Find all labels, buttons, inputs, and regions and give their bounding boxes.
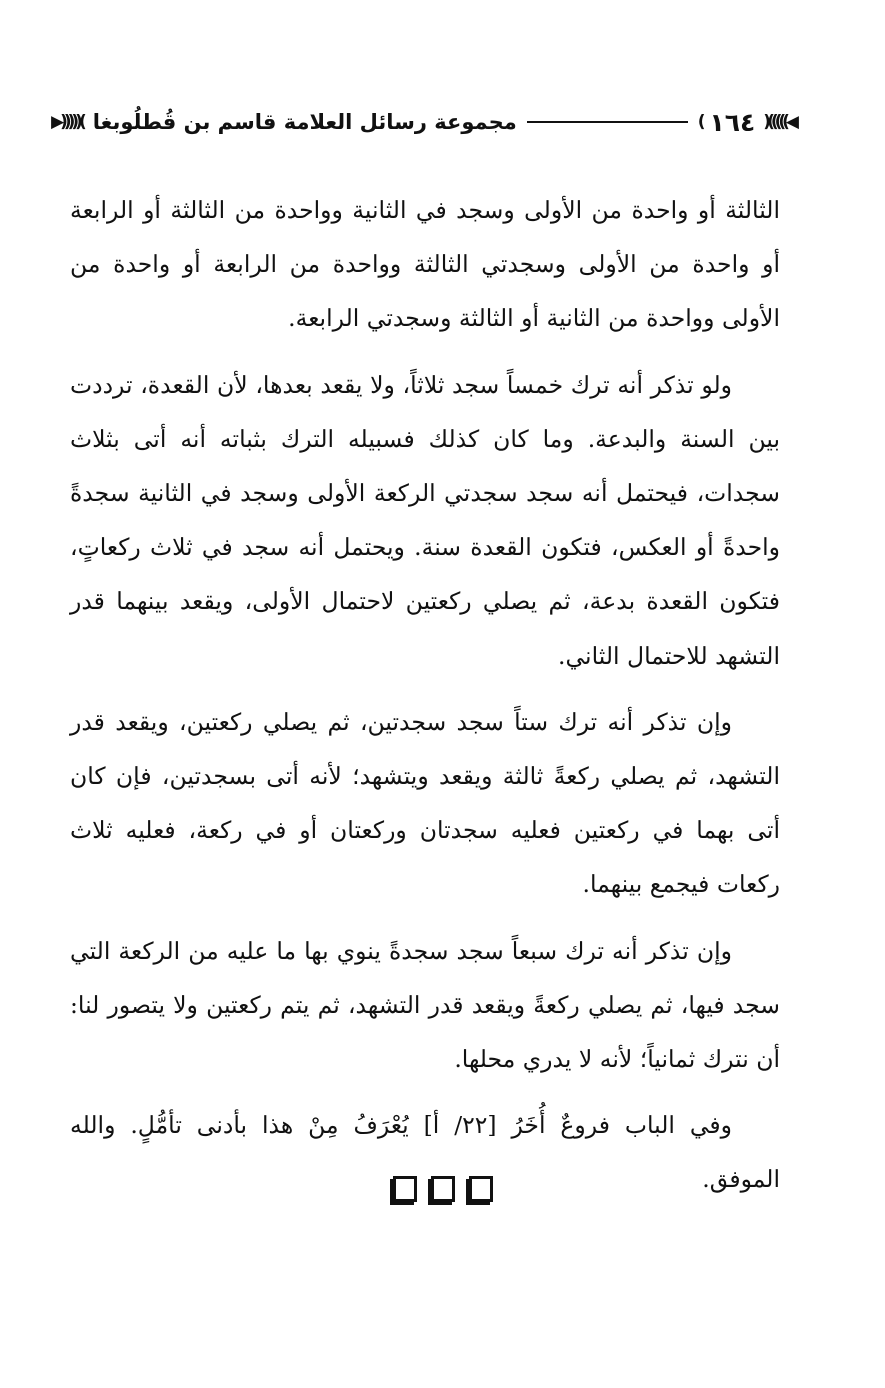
page-number: ١٦٤ [709, 107, 756, 137]
ornament-icon: ) [697, 111, 702, 132]
page-body [70, 183, 780, 1219]
paragraph: وإن تذكر أنه ترك سبعاً سجد سجدةً ينوي بها ما عليه من الركعة التي سجد فيها، ثم يصلي ركعةً ويقعد قدر التشهد، ثم يتم ركعتين ولا يتصور لنا: أن نترك ثمانياً؛ لأنه لا يدري محلها. [70, 936, 780, 1074]
book-title: مجموعة رسائل العلامة قاسم بن قُطلُوبغا [92, 110, 517, 134]
paragraph: ولو تذكر أنه ترك خمساً سجد ثلاثاً، ولا يقعد بعدها، لأن القعدة، ترددت بين السنة والبدعة. وما كان كذلك فسبيله الترك بثباته أنه أتى بثلاث سجدات، فيحتمل أنه سجد سجدتي الركعة الأولى وسجد في الثانية سجدةً واحدةً أو العكس، فتكون القعدة سنة. ويحتمل أنه سجد في ثلاث ركعاتٍ، فتكون القعدة بدعة، ثم يصلي ركعتين لاحتمال الأولى، ويقعد بينهما قدر التشهد للاحتمال الثاني. [70, 370, 780, 670]
paragraph: الثالثة أو واحدة من الأولى وسجد في الثانية وواحدة من الثالثة أو الرابعة أو واحدة من الأولى وسجدتي الثالثة وواحدة من الرابعة أو واحدة من الأولى وواحدة من الثانية أو الثالثة وسجدتي الرابعة. [70, 196, 780, 333]
header-rule [527, 121, 688, 123]
running-header [55, 100, 795, 144]
section-end-marks [0, 1176, 885, 1202]
ornament-icon: ◀)))))( [55, 111, 87, 132]
ornament-icon: ◀)))))( [763, 111, 795, 132]
square-mark-icon [393, 1176, 417, 1202]
paragraph: وإن تذكر أنه ترك ستاً سجد سجدتين، ثم يصلي ركعتين، ويقعد قدر التشهد، ثم يصلي ركعةً ثالثة ويقعد ويتشهد؛ لأنه أتى بسجدتين، فإن كان أتى بهما في ركعتين فعليه سجدتان وركعتان أو في ركعة، فعليه ثلاث ركعات فيجمع بينهما. [70, 707, 780, 899]
square-mark-icon [469, 1176, 493, 1202]
paragraph: وفي الباب فروعٌ أُخَرُ [٢٢/ أ] يُعْرَفُ مِنْ هذا بأدنى تأمُّلٍ. والله الموفق. [70, 1111, 780, 1194]
square-mark-icon [431, 1176, 455, 1202]
